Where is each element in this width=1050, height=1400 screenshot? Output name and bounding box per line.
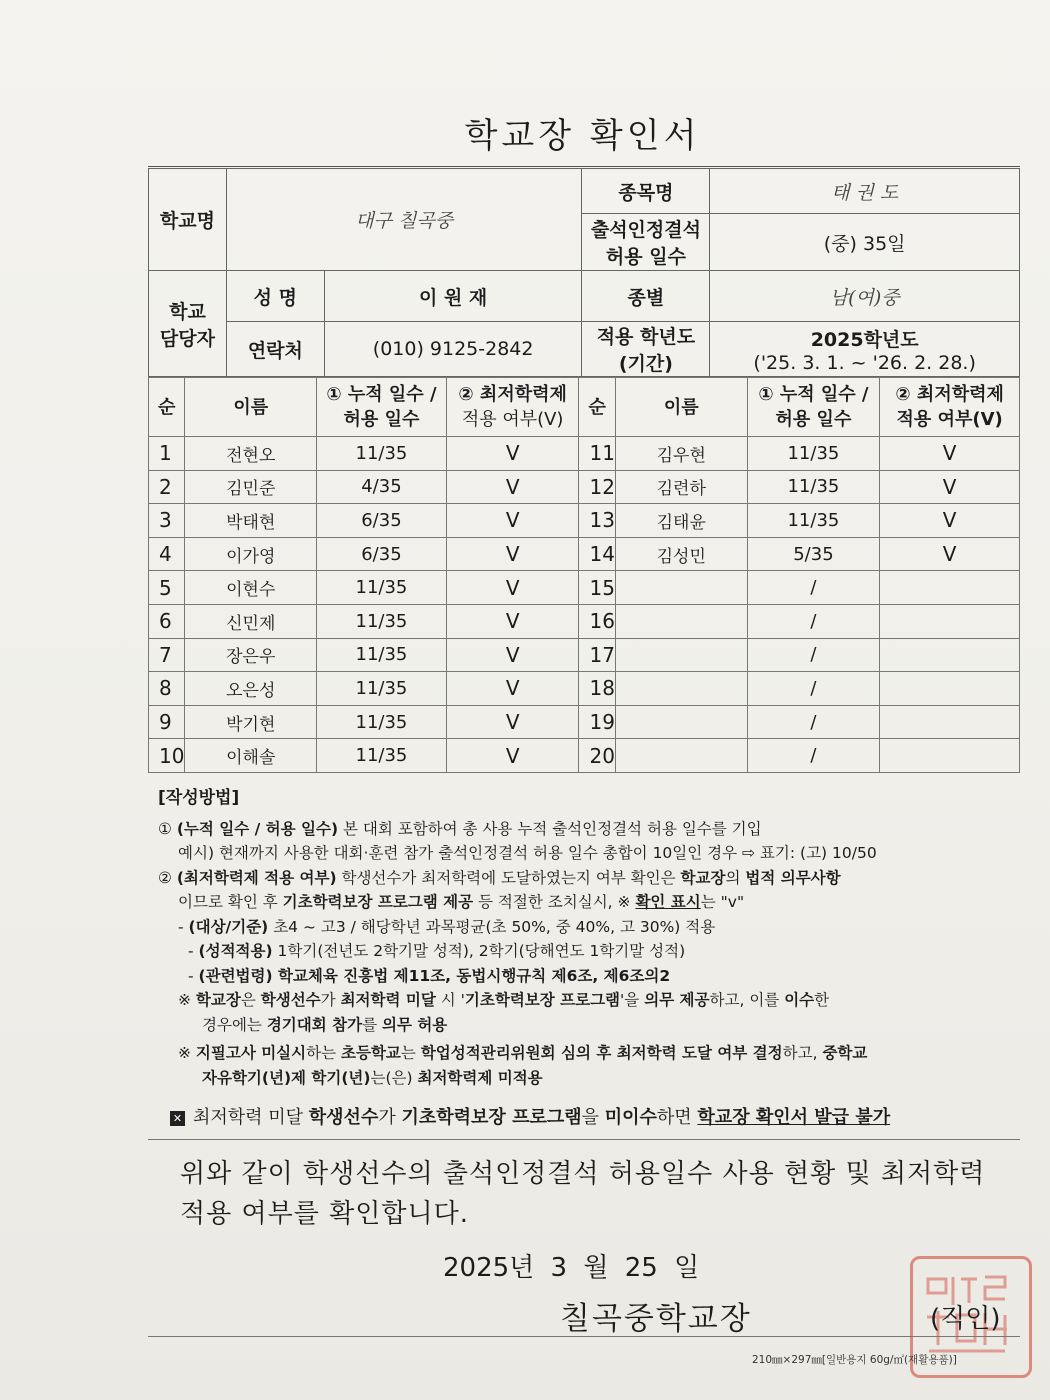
header-days-line1: ① 누적 일수 / <box>326 384 437 405</box>
header-min-left <box>446 378 579 437</box>
seal-label: (직인) <box>930 1304 1001 1334</box>
note-line-5: - (대상/기준) 초4 ~ 고3 / 해당학년 과목평균(초 50%, 중 40%, 고 30%) 적용 <box>178 917 716 936</box>
row-number: 12 <box>579 470 615 504</box>
table-row <box>149 604 1020 638</box>
days-used: 4/35 <box>317 470 447 504</box>
days-used: 11/35 <box>317 638 447 672</box>
signer-name: 칠곡중학교장 <box>560 1301 752 1337</box>
row-number: 14 <box>579 537 615 571</box>
header-name-left: 이름 <box>185 378 317 437</box>
note-line-7: - (관련법령) 학교체육 진흥법 제11조, 동법시행규칙 제6조, 제6조의2 <box>188 966 671 985</box>
min-academic-check <box>880 604 1020 638</box>
note-line-1: ① (누적 일수 / 허용 일수) 본 대회 포함하여 총 사용 누적 출석인정결석 허용 일수를 기입 <box>158 819 762 838</box>
sport-value: 태 권 도 <box>710 169 1020 214</box>
contact-group-line1: 학교 <box>169 300 206 323</box>
min-academic-check <box>880 571 1020 605</box>
days-used: 11/35 <box>747 437 880 471</box>
min-academic-check: V <box>446 638 579 672</box>
min-academic-check <box>880 705 1020 739</box>
header-no-left: 순 <box>149 378 185 437</box>
contact-group-line2: 담당자 <box>159 327 215 350</box>
table-row <box>149 537 1020 571</box>
student-name <box>615 739 747 773</box>
student-table <box>148 377 1020 773</box>
header-days-right <box>747 378 880 437</box>
header-days-left <box>317 378 447 437</box>
year-label-line2: (기간) <box>618 353 673 375</box>
student-name: 신민제 <box>185 604 317 638</box>
header-min-line2: 적용 여부(V) <box>461 409 564 430</box>
row-number: 15 <box>579 571 615 605</box>
paper-spec-footer: 210㎜×297㎜[일반용지 60g/㎡(재활용품)] <box>752 1354 957 1366</box>
student-name <box>615 604 747 638</box>
min-academic-check: V <box>880 504 1020 538</box>
student-name: 이현수 <box>185 571 317 605</box>
min-academic-check: V <box>446 739 579 773</box>
min-academic-check: V <box>446 672 579 706</box>
bottom-rule <box>148 1336 1020 1337</box>
note-line-8: ※ 학교장은 학생선수가 최저학력 미달 시 '기초학력보장 프로그램'을 의무 제공하고, 이를 이수한 <box>178 991 830 1009</box>
year-value: 2025학년도 <box>810 328 919 351</box>
table-row <box>149 571 1020 605</box>
days-used: / <box>747 739 880 773</box>
allow-days-label-line2: 허용 일수 <box>605 246 686 268</box>
table-row <box>149 672 1020 706</box>
days-used: 11/35 <box>317 571 447 605</box>
instructions-header: [작성방법] <box>158 788 240 808</box>
days-used: 11/35 <box>317 604 447 638</box>
student-name: 이가영 <box>185 537 317 571</box>
student-name <box>615 571 747 605</box>
student-name: 김련하 <box>615 470 747 504</box>
instructions <box>158 786 1018 1090</box>
min-academic-check: V <box>446 504 579 538</box>
row-number: 13 <box>579 504 615 538</box>
allow-days-label-line1: 출석인정결석 <box>590 219 701 241</box>
min-academic-check: V <box>880 470 1020 504</box>
student-name: 김성민 <box>615 537 747 571</box>
days-used: / <box>747 604 880 638</box>
row-number: 6 <box>149 604 185 638</box>
year-label-line1: 적용 학년도 <box>596 326 696 348</box>
days-used: 6/35 <box>317 504 447 538</box>
student-name: 김태윤 <box>615 504 747 538</box>
period-value: ('25. 3. 1. ~ '26. 2. 28.) <box>753 351 976 374</box>
table-row <box>149 638 1020 672</box>
contact-group-label <box>149 271 227 377</box>
row-number: 19 <box>579 705 615 739</box>
header-min-line2: 적용 여부(V) <box>896 409 1003 430</box>
student-name: 오은성 <box>185 672 317 706</box>
table-row <box>149 739 1020 773</box>
min-academic-check: V <box>446 705 579 739</box>
days-used: 11/35 <box>747 470 880 504</box>
row-number: 5 <box>149 571 185 605</box>
header-days-line1: ① 누적 일수 / <box>758 384 869 405</box>
days-used: 5/35 <box>747 537 880 571</box>
days-used: / <box>747 638 880 672</box>
min-academic-check <box>880 672 1020 706</box>
student-name: 박태현 <box>185 504 317 538</box>
note-line-3: ② (최저학력제 적용 여부) 학생선수가 최저학력에 도달하였는지 여부 확인은 학교장의 법적 의무사항 <box>158 868 841 887</box>
note-line-11: 자유학기(년)제 학기(년)는(은) 최저학력제 미적용 <box>202 1068 543 1087</box>
min-academic-check <box>880 638 1020 672</box>
note-line-9: 경우에는 경기대회 참가를 의무 허용 <box>202 1015 448 1034</box>
row-number: 4 <box>149 537 185 571</box>
top-rule <box>148 166 1020 167</box>
type-value: 남(여)중 <box>710 271 1020 322</box>
header-name-right: 이름 <box>615 378 747 437</box>
year-label <box>582 322 710 377</box>
min-academic-check <box>880 739 1020 773</box>
warning-box-icon: ✕ <box>170 1111 185 1126</box>
row-number: 17 <box>579 638 615 672</box>
allow-days-value: (중) 35일 <box>710 214 1020 271</box>
phone-label: 연락처 <box>226 322 324 377</box>
row-number: 20 <box>579 739 615 773</box>
table-row <box>149 504 1020 538</box>
student-name <box>615 672 747 706</box>
min-academic-check: V <box>446 571 579 605</box>
row-number: 3 <box>149 504 185 538</box>
row-number: 2 <box>149 470 185 504</box>
table-row <box>149 470 1020 504</box>
header-min-right <box>880 378 1020 437</box>
header-days-line2: 허용 일수 <box>775 409 852 430</box>
header-min-line1: ② 최저학력제 <box>895 384 1004 405</box>
table-row <box>149 437 1020 471</box>
days-used: 11/35 <box>317 672 447 706</box>
min-academic-check: V <box>446 604 579 638</box>
info-table <box>148 168 1020 377</box>
days-used: / <box>747 571 880 605</box>
warning-line: ✕ 최저학력 미달 학생선수가 기초학력보장 프로그램을 미이수하면 학교장 확인서 발급 불가 <box>170 1103 1000 1129</box>
days-used: 11/35 <box>317 739 447 773</box>
row-number: 1 <box>149 437 185 471</box>
phone-value: (010) 9125-2842 <box>324 322 582 377</box>
note-line-4: 이므로 확인 후 기초학력보장 프로그램 제공 등 적절한 조치실시, ※ 확인 표시는 "v" <box>178 893 745 911</box>
student-name: 김우현 <box>615 437 747 471</box>
row-number: 7 <box>149 638 185 672</box>
section-rule <box>148 1139 1020 1140</box>
name-label: 성 명 <box>226 271 324 322</box>
student-name: 장은우 <box>185 638 317 672</box>
header-no-right: 순 <box>579 378 615 437</box>
note-line-2: 예시) 현재까지 사용한 대회·훈련 참가 출석인정결석 허용 일수 총합이 10일인 경우 ⇨ 표기: (고) 10/50 <box>178 844 877 862</box>
table-header-row <box>149 378 1020 437</box>
student-name: 이해솔 <box>185 739 317 773</box>
days-used: 11/35 <box>317 705 447 739</box>
min-academic-check: V <box>446 437 579 471</box>
table-row <box>149 705 1020 739</box>
days-used: / <box>747 705 880 739</box>
row-number: 16 <box>579 604 615 638</box>
school-label: 학교명 <box>149 169 227 271</box>
allow-days-label <box>582 214 710 271</box>
student-name: 김민준 <box>185 470 317 504</box>
issue-date: 2025년 3 월 25 일 <box>443 1253 700 1283</box>
student-name: 전현오 <box>185 437 317 471</box>
row-number: 11 <box>579 437 615 471</box>
student-name <box>615 638 747 672</box>
days-used: 6/35 <box>317 537 447 571</box>
days-used: / <box>747 672 880 706</box>
min-academic-check: V <box>880 537 1020 571</box>
warning-emphasis: 학교장 확인서 발급 불가 <box>697 1107 891 1128</box>
confirmation-statement: 위와 같이 학생선수의 출석인정결석 허용일수 사용 현황 및 최저학력 적용 여부를 확인합니다. <box>180 1159 986 1229</box>
note-line-6: - (성적적용) 1학기(전년도 2학기말 성적), 2학기(당해연도 1학기말 성적) <box>188 942 686 960</box>
days-used: 11/35 <box>747 504 880 538</box>
year-cell <box>710 322 1020 377</box>
min-academic-check: V <box>880 437 1020 471</box>
header-days-line2: 허용 일수 <box>343 409 420 430</box>
school-value: 대구 칠곡중 <box>226 169 582 271</box>
row-number: 10 <box>149 739 185 773</box>
days-used: 11/35 <box>317 437 447 471</box>
type-label: 종별 <box>582 271 710 322</box>
note-line-10: ※ 지필고사 미실시하는 초등학교는 학업성적관리위원회 심의 후 최저학력 도달 여부 결정하고, 중학교 <box>178 1044 868 1062</box>
student-name: 박기현 <box>185 705 317 739</box>
document-title: 학교장 확인서 <box>464 116 701 156</box>
header-min-line1: ② 최저학력제 <box>458 384 567 405</box>
min-academic-check: V <box>446 470 579 504</box>
row-number: 9 <box>149 705 185 739</box>
row-number: 8 <box>149 672 185 706</box>
min-academic-check: V <box>446 537 579 571</box>
sport-label: 종목명 <box>582 169 710 214</box>
student-name <box>615 705 747 739</box>
name-value: 이 원 재 <box>324 271 582 322</box>
row-number: 18 <box>579 672 615 706</box>
